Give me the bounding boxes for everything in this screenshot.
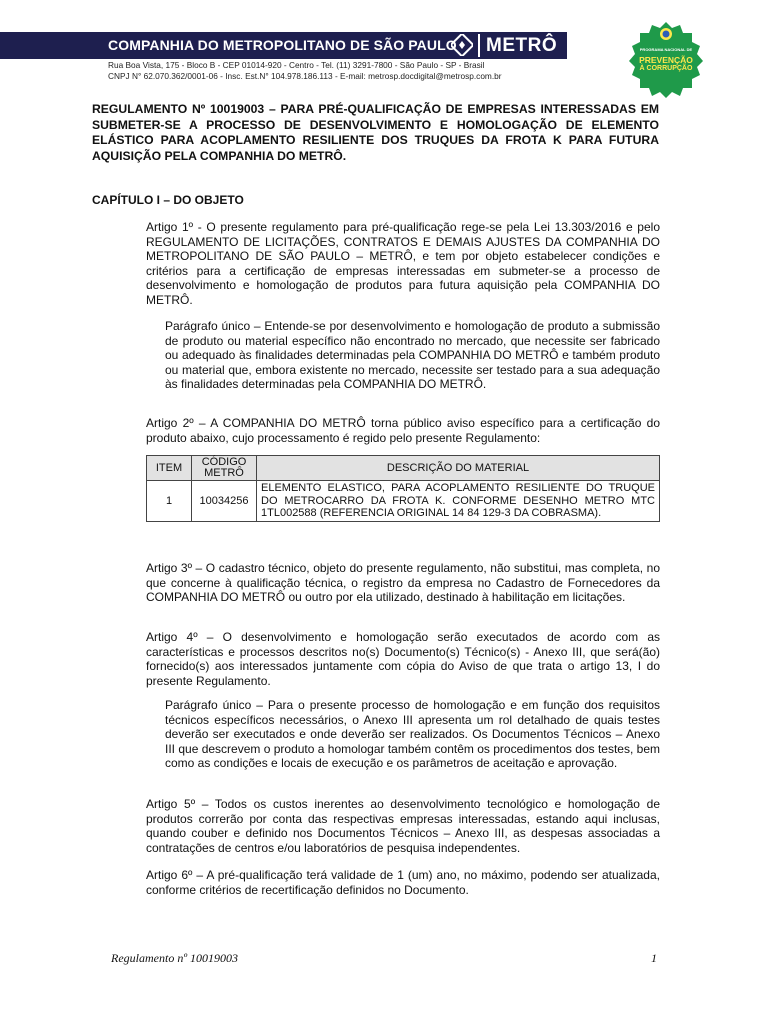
article-2: Artigo 2º – A COMPANHIA DO METRÔ torna público aviso específico para a certificação do produto abaixo, cujo processamento é regido pelo presente Regulamento: xyxy=(146,416,660,445)
material-table xyxy=(146,455,660,522)
cell-codigo: 10034256 xyxy=(192,481,257,522)
metro-logo-text: METRÔ xyxy=(486,35,558,56)
company-name: COMPANHIA DO METROPOLITANO DE SÃO PAULO xyxy=(108,37,457,53)
company-address xyxy=(108,60,502,82)
metro-logo-icon xyxy=(451,34,473,56)
article-4-paragraph: Parágrafo único – Para o presente processo de homologação e em função dos requisitos técnicos específicos necessários, o Anexo III apresenta um rol detalhado de quais testes deverão ser executados e onde deverão ser realizados. Os Documentos Técnicos – Anexo III que descrevem o produto a homologar também contêm os procedimentos dos testes, bem como as condições e locais de execução e os parâmetros de aceitação e aprovação. xyxy=(165,698,660,770)
article-1: Artigo 1º - O presente regulamento para pré-qualificação rege-se pela Lei 13.303/2016 e pelo REGULAMENTO DE LICITAÇÕES, CONTRATOS E DEMAIS AJUSTES DA COMPANHIA DO METROPOLITANO DE SÃO PAULO – METRÔ, e tem por objeto estabelecer condições e critérios para a certificação de empresas interessadas em submeter-se a processo de desenvolvimento e homologação de produtos para futura aquisição pela COMPANHIA DO METRÔ. xyxy=(146,220,660,307)
article-4: Artigo 4º – O desenvolvimento e homologação serão executados de acordo com as características e processos descritos no(s) Documento(s) Técnico(s) - Anexo III, que será(ão) fornecido(s) aos interessados juntamente com cópia do Aviso de que trata o artigo 13, I do presente Regulamento. xyxy=(146,630,660,688)
letterhead-bar xyxy=(0,32,567,59)
table-header-row xyxy=(147,456,660,481)
badge-caption: PROGRAMA NACIONAL DE xyxy=(639,47,693,52)
header-item: ITEM xyxy=(147,456,192,481)
header-codigo: CÓDIGO METRÔ xyxy=(192,456,257,481)
page-number: 1 xyxy=(651,951,657,965)
document-title: REGULAMENTO Nº 10019003 – PARA PRÉ-QUALIFICAÇÃO DE EMPRESAS INTERESSADAS EM SUBMETER-SE A PROCESSO DE DESENVOLVIMENTO E HOMOLOGAÇÃO DE ELEMENTO ELÁSTICO PARA ACOPLAMENTO RESILIENTE DOS TRUQUES DA FROTA K PARA FUTURA AQUISIÇÃO PELA COMPANHIA DO METRÔ. xyxy=(92,102,659,163)
article-3: Artigo 3º – O cadastro técnico, objeto do presente regulamento, não substitui, mas completa, no que concerne à qualificação técnica, o registro da empresa no Cadastro de Fornecedores da COMPANHIA DO METRÔ ou outro por ela utilizado, destinado à habilitação em licitações. xyxy=(146,561,660,604)
chapter-heading: CAPÍTULO I – DO OBJETO xyxy=(92,193,244,207)
anti-corruption-badge xyxy=(627,20,705,98)
footer-document-ref: Regulamento nº 10019003 xyxy=(111,951,239,965)
address-line: Rua Boa Vista, 175 - Bloco B - CEP 01014-920 - Centro - Tel. (11) 3291-7800 - São Paulo - SP - Brasil xyxy=(108,60,485,70)
logo-separator xyxy=(478,34,480,57)
cell-item: 1 xyxy=(147,481,192,522)
badge-subtitle: À CORRUPÇÃO xyxy=(639,65,693,72)
registration-line: CNPJ N° 62.070.362/0001-06 - Insc. Est.N° 104.978.186.113 - E-mail: metrosp.docdigital@metrosp.com.br xyxy=(108,71,502,81)
badge-title: PREVENÇÃO xyxy=(639,55,693,65)
article-5: Artigo 5º – Todos os custos inerentes ao desenvolvimento tecnológico e homologação de produtos correrão por conta das respectivas empresas interessadas, estando aqui inclusas, quando couber e definido nos Documentos Técnicos – Anexo III, as despesas associadas a contratações de centros e/ou laboratórios de pesquisa independentes. xyxy=(146,797,660,855)
article-6: Artigo 6º – A pré-qualificação terá validade de 1 (um) ano, no máximo, podendo ser atualizada, conforme critérios de recertificação definidos no Documento. xyxy=(146,868,660,897)
article-1-paragraph: Parágrafo único – Entende-se por desenvolvimento e homologação de produto a submissão de produto ou material específico não encontrado no mercado, que necessite ser fabricado ou adequado às finalidades determinadas pela COMPANHIA DO METRÔ e também produto ou material que, embora existente no mercado, necessite ser testado para a sua adequação às finalidades determinadas pela COMPANHIA DO METRÔ. xyxy=(165,319,660,391)
table-row xyxy=(147,481,660,522)
cell-descricao: ELEMENTO ELASTICO, PARA ACOPLAMENTO RESILIENTE DO TRUQUE DO METROCARRO DA FROTA K. CONFORME DESENHO METRO MTC 1TL002588 (REFERENCIA ORIGINAL 14 84 129-3 DA COBRASMA). xyxy=(257,481,660,522)
header-descricao: DESCRIÇÃO DO MATERIAL xyxy=(257,456,660,481)
